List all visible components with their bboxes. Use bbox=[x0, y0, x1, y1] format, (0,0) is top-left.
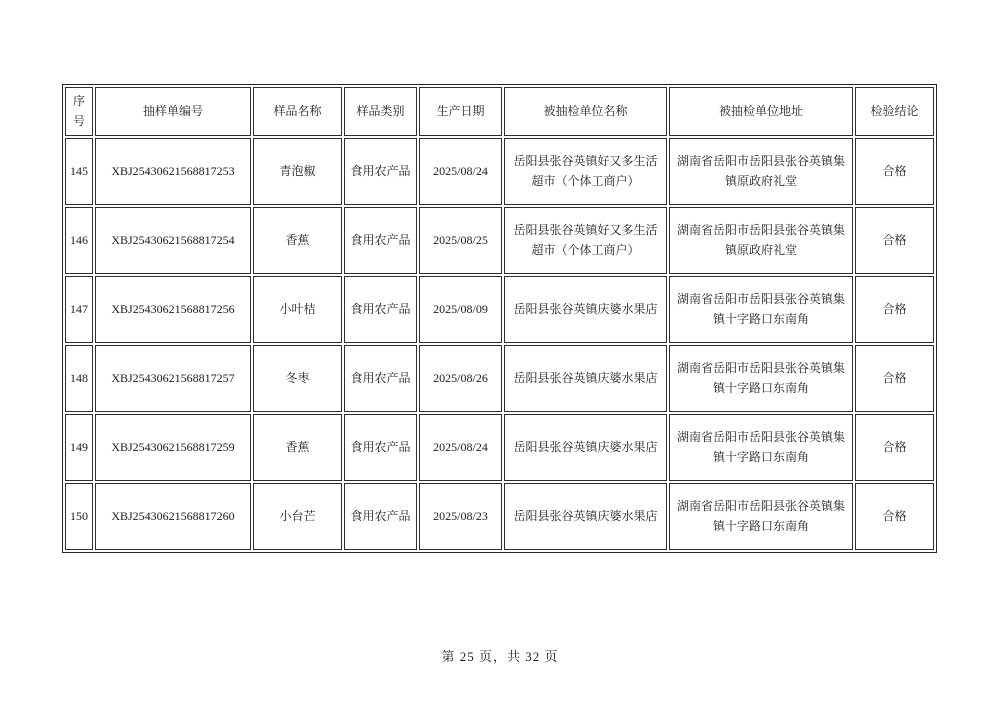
table-cell: 2025/08/24 bbox=[419, 414, 502, 481]
table-cell: 合格 bbox=[855, 138, 934, 205]
table-cell: 145 bbox=[65, 138, 93, 205]
header-cell: 抽样单编号 bbox=[95, 87, 251, 136]
table-cell: 食用农产品 bbox=[344, 345, 417, 412]
header-cell: 生产日期 bbox=[419, 87, 502, 136]
page-number-footer: 第 25 页，共 32 页 bbox=[441, 649, 559, 664]
table-row bbox=[65, 483, 934, 550]
table-cell: 食用农产品 bbox=[344, 483, 417, 550]
header-cell: 样品名称 bbox=[253, 87, 342, 136]
table-cell: 食用农产品 bbox=[344, 138, 417, 205]
table-cell: 青泡椒 bbox=[253, 138, 342, 205]
table-row bbox=[65, 345, 934, 412]
table-cell: 岳阳县张谷英镇庆婆水果店 bbox=[504, 414, 667, 481]
sampling-results-table bbox=[62, 84, 937, 553]
table-row bbox=[65, 207, 934, 274]
table-cell: 湖南省岳阳市岳阳县张谷英镇集镇原政府礼堂 bbox=[669, 207, 853, 274]
table-cell: 合格 bbox=[855, 414, 934, 481]
header-cell: 被抽检单位地址 bbox=[669, 87, 853, 136]
table-cell: 小台芒 bbox=[253, 483, 342, 550]
table-cell: 146 bbox=[65, 207, 93, 274]
table-cell: 147 bbox=[65, 276, 93, 343]
header-cell: 被抽检单位名称 bbox=[504, 87, 667, 136]
header-cell: 检验结论 bbox=[855, 87, 934, 136]
header-cell: 序号 bbox=[65, 87, 93, 136]
table-cell: 香蕉 bbox=[253, 414, 342, 481]
table-cell: XBJ25430621568817253 bbox=[95, 138, 251, 205]
table-cell: 岳阳县张谷英镇庆婆水果店 bbox=[504, 483, 667, 550]
table-cell: 湖南省岳阳市岳阳县张谷英镇集镇原政府礼堂 bbox=[669, 138, 853, 205]
table-cell: 合格 bbox=[855, 207, 934, 274]
table-cell: 2025/08/23 bbox=[419, 483, 502, 550]
table-cell: 食用农产品 bbox=[344, 414, 417, 481]
table-header-row bbox=[65, 87, 934, 136]
table-cell: 150 bbox=[65, 483, 93, 550]
table-cell: XBJ25430621568817259 bbox=[95, 414, 251, 481]
table-cell: 2025/08/09 bbox=[419, 276, 502, 343]
table-cell: 小叶桔 bbox=[253, 276, 342, 343]
table-cell: 湖南省岳阳市岳阳县张谷英镇集镇十字路口东南角 bbox=[669, 276, 853, 343]
table-cell: 食用农产品 bbox=[344, 207, 417, 274]
table-cell: 2025/08/26 bbox=[419, 345, 502, 412]
table-cell: 148 bbox=[65, 345, 93, 412]
table-row bbox=[65, 276, 934, 343]
table-row bbox=[65, 414, 934, 481]
table-cell: 合格 bbox=[855, 276, 934, 343]
table-cell: 湖南省岳阳市岳阳县张谷英镇集镇十字路口东南角 bbox=[669, 345, 853, 412]
table-cell: 食用农产品 bbox=[344, 276, 417, 343]
table-cell: XBJ25430621568817257 bbox=[95, 345, 251, 412]
table-cell: 湖南省岳阳市岳阳县张谷英镇集镇十字路口东南角 bbox=[669, 483, 853, 550]
table-cell: 2025/08/25 bbox=[419, 207, 502, 274]
table-cell: 香蕉 bbox=[253, 207, 342, 274]
table-cell: 岳阳县张谷英镇好又多生活超市（个体工商户） bbox=[504, 207, 667, 274]
table-cell: 合格 bbox=[855, 483, 934, 550]
table-cell: 湖南省岳阳市岳阳县张谷英镇集镇十字路口东南角 bbox=[669, 414, 853, 481]
table-cell: 149 bbox=[65, 414, 93, 481]
table-cell: 岳阳县张谷英镇庆婆水果店 bbox=[504, 345, 667, 412]
table-cell: 2025/08/24 bbox=[419, 138, 502, 205]
table-cell: XBJ25430621568817254 bbox=[95, 207, 251, 274]
table-cell: XBJ25430621568817260 bbox=[95, 483, 251, 550]
table-cell: 冬枣 bbox=[253, 345, 342, 412]
header-cell: 样品类别 bbox=[344, 87, 417, 136]
table-body bbox=[65, 138, 934, 550]
table-cell: 合格 bbox=[855, 345, 934, 412]
table-cell: 岳阳县张谷英镇好又多生活超市（个体工商户） bbox=[504, 138, 667, 205]
table-row bbox=[65, 138, 934, 205]
table-cell: XBJ25430621568817256 bbox=[95, 276, 251, 343]
table-cell: 岳阳县张谷英镇庆婆水果店 bbox=[504, 276, 667, 343]
